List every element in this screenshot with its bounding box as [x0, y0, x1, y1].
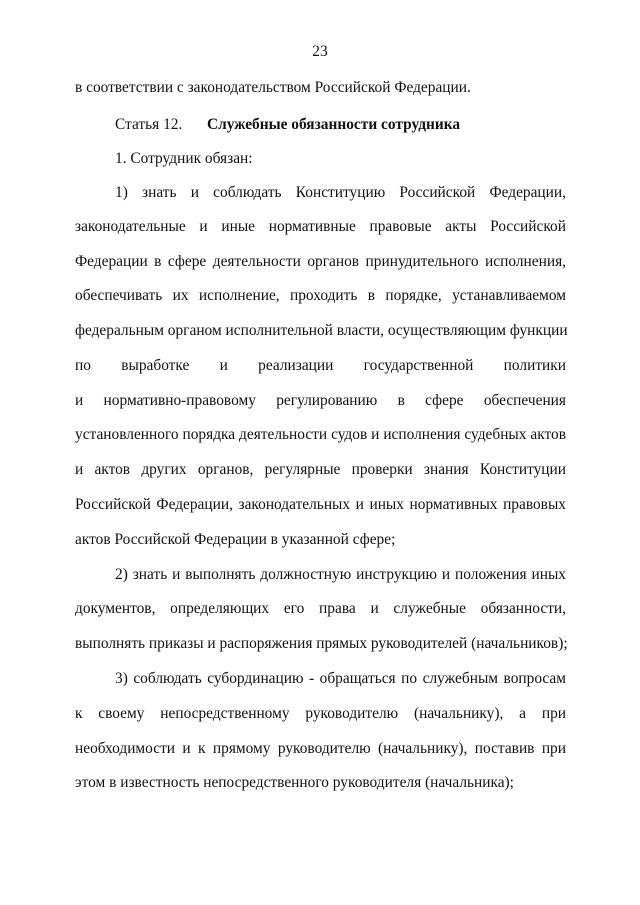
text-line: необходимости и к прямому руководителю (начальнику), поставив при — [75, 740, 566, 757]
article-heading — [75, 114, 566, 136]
text-line: Российской Федерации, законодательных и иных нормативных правовых — [75, 496, 566, 513]
item-3-first-line: 3) соблюдать субординацию - обращаться по служебным вопросам — [115, 670, 566, 687]
text-line: в соответствии с законодательством Российской Федерации. — [75, 79, 471, 96]
article-label: Статья 12. — [115, 116, 183, 133]
text-line: законодательные и иные нормативные правовые акты Российской — [75, 218, 566, 235]
text-line: этом в известность непосредственного руководителя (начальника); — [75, 774, 514, 791]
text-line: Федерации в сфере деятельности органов принудительного исполнения, — [75, 253, 566, 270]
text-line: обеспечивать их исполнение, проходить в порядке, устанавливаемом — [75, 287, 566, 304]
text-line: и актов других органов, регулярные проверки знания Конституции — [75, 461, 566, 478]
page-number: 23 — [312, 43, 328, 60]
text-line: к своему непосредственному руководителю (начальнику), а при — [75, 705, 566, 722]
article-title: Служебные обязанности сотрудника — [207, 116, 461, 133]
text-line: выполнять приказы и распоряжения прямых руководителей (начальников); — [75, 635, 568, 652]
text-line: федеральным органом исполнительной власти, осуществляющим функции — [75, 322, 568, 339]
text-line: по выработке и реализации государственной политики — [75, 357, 566, 374]
item-2-first-line: 2) знать и выполнять должностную инструкцию и положения иных — [115, 566, 566, 583]
text-line: и нормативно-правовому регулированию в сфере обеспечения — [75, 392, 566, 409]
item-1-first-line: 1) знать и соблюдать Конституцию Российской Федерации, — [115, 184, 566, 201]
paragraph-intro: 1. Сотрудник обязан: — [115, 150, 253, 167]
text-line: документов, определяющих его права и служебные обязанности, — [75, 600, 566, 617]
text-line: актов Российской Федерации в указанной сфере; — [75, 531, 396, 548]
text-line: установленного порядка деятельности судов и исполнения судебных актов — [75, 426, 566, 443]
